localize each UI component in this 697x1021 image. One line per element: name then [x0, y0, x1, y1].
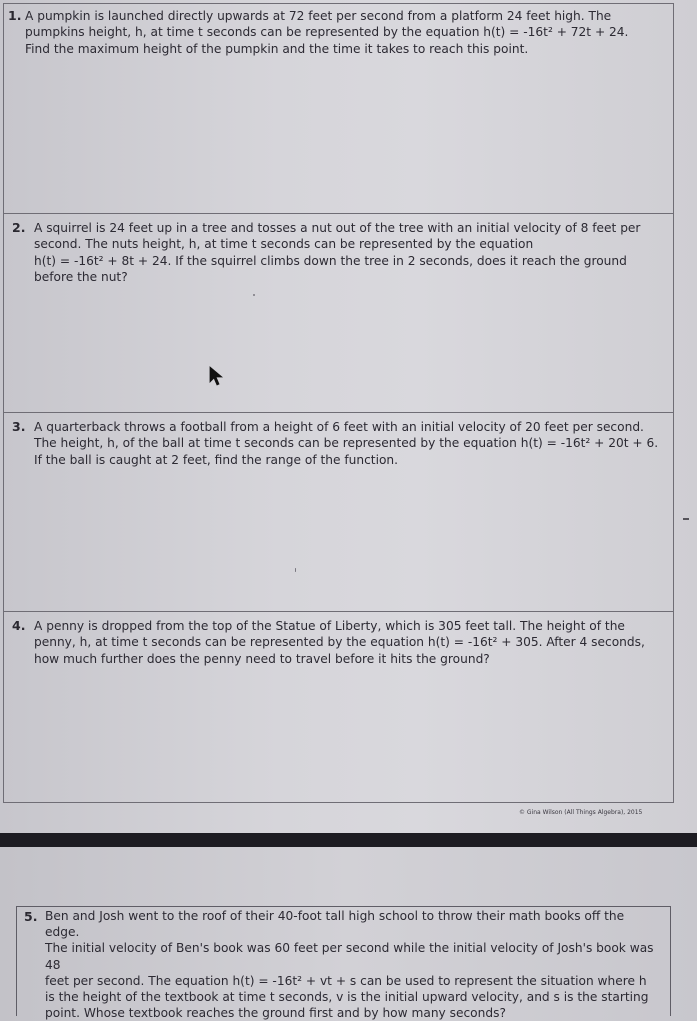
page-divider	[0, 833, 697, 847]
problem-line: A penny is dropped from the top of the Statue of Liberty, which is 305 feet tall. The height of the	[34, 619, 625, 633]
problem-line: second. The nuts height, h, at time t seconds can be represented by the equation	[34, 237, 534, 252]
page-edge-mark	[683, 518, 689, 520]
problem-line: pumpkins height, h, at time t seconds can be represented by the equation h(t) = -16t² + 72t + 24.	[25, 25, 629, 40]
problem-number: 2.	[12, 220, 26, 235]
problem-2	[4, 213, 673, 412]
problem-line: A pumpkin is launched directly upwards at 72 feet per second from a platform 24 feet high. The	[25, 9, 612, 23]
problem-line: A quarterback throws a football from a height of 6 feet with an initial velocity of 20 feet per second.	[34, 420, 644, 434]
speck	[253, 294, 255, 296]
problem-text	[25, 8, 659, 57]
mouse-pointer-icon	[209, 366, 223, 386]
problem-text	[34, 618, 659, 667]
problem-line: If the ball is caught at 2 feet, find the range of the function.	[34, 452, 399, 467]
problem-line: h(t) = -16t² + 8t + 24. If the squirrel climbs down the tree in 2 seconds, does it reach the ground	[34, 253, 627, 268]
problem-number: 3.	[12, 419, 26, 434]
problem-line: A squirrel is 24 feet up in a tree and tosses a nut out of the tree with an initial velocity of 8 feet per	[34, 221, 641, 235]
problem-1	[4, 4, 673, 213]
problem-line: The height, h, of the ball at time t seconds can be represented by the equation h(t) = -16t² + 20t + 6.	[34, 436, 659, 451]
speck	[295, 568, 296, 572]
worksheet-grid	[3, 3, 674, 803]
problem-line: is the height of the textbook at time t seconds, v is the initial upward velocity, and s is the starting	[45, 990, 649, 1005]
problem-3	[4, 412, 673, 611]
problem-number: 5.	[24, 909, 38, 924]
problem-text	[45, 908, 660, 1021]
problem-text	[34, 220, 659, 286]
problem-line: point. Whose textbook reaches the ground first and by how many seconds?	[45, 1006, 506, 1021]
problem-4	[4, 611, 673, 804]
problem-5	[16, 906, 671, 1021]
worksheet-page-2	[0, 847, 697, 1021]
problem-line: before the nut?	[34, 270, 128, 285]
problem-line: Ben and Josh went to the roof of their 40-foot tall high school to throw their math books off the edge.	[45, 909, 625, 940]
problem-text	[34, 419, 659, 468]
problem-line: Find the maximum height of the pumpkin and the time it takes to reach this point.	[25, 41, 529, 56]
copyright-notice: © Gina Wilson (All Things Algebra), 2015	[519, 809, 643, 816]
problem-line: feet per second. The equation h(t) = -16t² + vt + s can be used to represent the situation where h	[45, 973, 647, 988]
problem-line: how much further does the penny need to travel before it hits the ground?	[34, 651, 490, 666]
problem-number: 1.	[8, 8, 22, 23]
problem-number: 4.	[12, 618, 26, 633]
problem-line: The initial velocity of Ben's book was 60 feet per second while the initial velocity of Josh's book was 48	[45, 941, 654, 972]
problem-line: penny, h, at time t seconds can be represented by the equation h(t) = -16t² + 305. After 4 seconds,	[34, 635, 645, 650]
